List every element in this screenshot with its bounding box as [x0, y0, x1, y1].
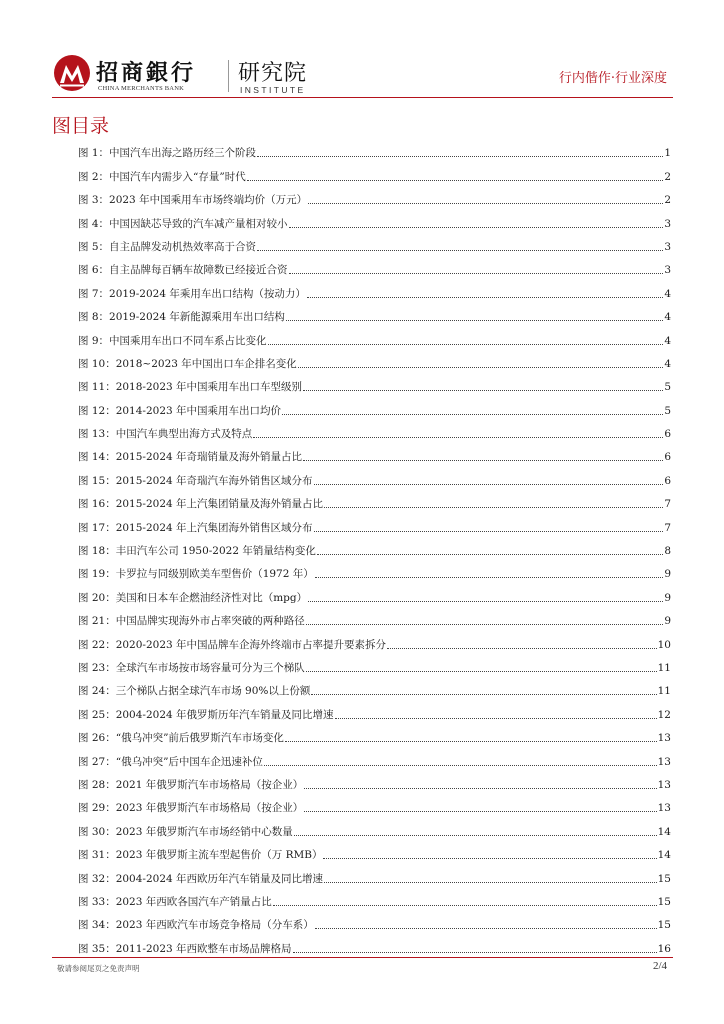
institute-name-en: INSTITUTE [240, 85, 306, 95]
toc-dot-leader [294, 834, 657, 836]
toc-entry-label[interactable]: 图 16：2015-2024 年上汽集团销量及海外销量占比 [78, 498, 324, 511]
toc-entry-page[interactable]: 7 [664, 498, 671, 511]
toc-entry[interactable] [78, 394, 671, 417]
toc-entry-label[interactable]: 图 25：2004-2024 年俄罗斯历年汽车销量及同比增速 [78, 708, 334, 721]
toc-entry-label[interactable]: 图 12：2014-2023 年中国乘用车出口均价 [78, 404, 282, 417]
toc-entry[interactable] [78, 441, 671, 464]
toc-entry-label[interactable]: 图 34：2023 年西欧汽车市场竞争格局（分车系） [78, 919, 314, 932]
toc-entry-page[interactable]: 1 [664, 147, 671, 160]
toc-entry-page[interactable]: 10 [657, 638, 671, 651]
toc-entry[interactable] [78, 464, 671, 487]
toc-dot-leader [315, 576, 664, 578]
toc-entry-label[interactable]: 图 8：2019-2024 年新能源乘用车出口结构 [78, 311, 285, 324]
toc-entry[interactable] [78, 418, 671, 441]
toc-entry[interactable] [78, 511, 671, 534]
toc-entry-page[interactable]: 13 [657, 802, 671, 815]
toc-entry-page[interactable]: 15 [657, 919, 671, 932]
toc-dot-leader [307, 296, 663, 298]
bank-name-cn: 招商銀行 [96, 61, 197, 86]
toc-entry-label[interactable]: 图 20：美国和日本车企燃油经济性对比（mpg） [78, 591, 308, 604]
toc-dot-leader [324, 506, 663, 508]
toc-entry-label[interactable]: 图 10：2018~2023 年中国出口车企排名变化 [78, 357, 297, 370]
toc-entry-page[interactable]: 3 [664, 217, 671, 230]
toc-entry-page[interactable]: 9 [664, 568, 671, 581]
toc-entry-page[interactable]: 7 [664, 521, 671, 534]
toc-entry-label[interactable]: 图 26：“俄乌冲突”前后俄罗斯汽车市场变化 [78, 732, 284, 745]
toc-dot-leader [293, 951, 657, 953]
toc-entry-page[interactable]: 11 [657, 661, 671, 674]
toc-entry[interactable] [78, 839, 671, 862]
toc-entry-page[interactable]: 3 [664, 240, 671, 253]
china-merchants-bank-logo-icon [53, 54, 91, 92]
toc-entry[interactable] [78, 862, 671, 885]
toc-dot-leader [247, 179, 664, 181]
toc-entry[interactable] [78, 815, 671, 838]
toc-entry-page[interactable]: 6 [664, 451, 671, 464]
toc-dot-leader [323, 857, 656, 859]
toc-dot-leader [282, 413, 663, 415]
toc-dot-leader [315, 927, 657, 929]
toc-dot-leader [314, 530, 664, 532]
footer-rule [52, 957, 673, 958]
toc-dot-leader [298, 366, 664, 368]
toc-entry-page[interactable]: 11 [657, 685, 671, 698]
toc-entry-page[interactable]: 13 [657, 778, 671, 791]
disclaimer-note: 敬请参阅尾页之免责声明 [57, 964, 140, 973]
toc-entry[interactable] [78, 675, 671, 698]
toc-entry-page[interactable]: 3 [664, 264, 671, 277]
toc-dot-leader [257, 155, 663, 157]
toc-entry-label[interactable]: 图 13：中国汽车典型出海方式及特点 [78, 428, 253, 441]
toc-entry-page[interactable]: 4 [664, 357, 671, 370]
toc-entry-page[interactable]: 16 [657, 942, 671, 955]
toc-entry-page[interactable]: 4 [664, 311, 671, 324]
toc-dot-leader [311, 693, 656, 695]
toc-dot-leader [306, 623, 664, 625]
toc-entry[interactable] [78, 652, 671, 675]
figure-toc-list [78, 137, 671, 956]
toc-entry-label[interactable]: 图 6：自主品牌每百辆车故障数已经接近合资 [78, 264, 288, 277]
toc-entry-page[interactable]: 14 [657, 849, 671, 862]
toc-entry[interactable] [78, 184, 671, 207]
toc-dot-leader [303, 389, 663, 391]
logo-divider [228, 60, 229, 92]
toc-entry[interactable] [78, 348, 671, 371]
toc-entry-page[interactable]: 13 [657, 732, 671, 745]
header-rule [52, 97, 673, 98]
toc-dot-leader [289, 272, 664, 274]
toc-entry-label[interactable]: 图 21：中国品牌实现海外市占率突破的两种路径 [78, 615, 305, 628]
toc-dot-leader [308, 202, 663, 204]
toc-entry-label[interactable]: 图 5：自主品牌发动机热效率高于合资 [78, 240, 257, 253]
toc-entry-label[interactable]: 图 23：全球汽车市场按市场容量可分为三个梯队 [78, 661, 305, 674]
toc-entry-page[interactable]: 8 [664, 545, 671, 558]
toc-entry-label[interactable]: 图 3：2023 年中国乘用车市场终端均价（万元） [78, 194, 308, 207]
toc-entry-page[interactable]: 5 [664, 381, 671, 394]
toc-entry[interactable] [78, 745, 671, 768]
toc-dot-leader [285, 740, 657, 742]
report-type-tag: 行内偕作·行业深度 [558, 71, 667, 86]
toc-entry-label[interactable]: 图 31：2023 年俄罗斯主流车型起售价（万 RMB） [78, 849, 323, 862]
toc-entry-label[interactable]: 图 11：2018-2023 年中国乘用车出口车型级别 [78, 381, 303, 394]
toc-dot-leader [289, 226, 664, 228]
toc-entry-page[interactable]: 15 [657, 872, 671, 885]
toc-entry-label[interactable]: 图 35：2011-2023 年西欧整车市场品牌格局 [78, 942, 292, 955]
toc-dot-leader [257, 249, 663, 251]
toc-entry-page[interactable]: 5 [664, 404, 671, 417]
toc-entry[interactable] [78, 932, 671, 955]
toc-entry-label[interactable]: 图 4：中国因缺芯导致的汽车减产量相对较小 [78, 217, 288, 230]
toc-dot-leader [253, 436, 663, 438]
toc-entry-label[interactable]: 图 19：卡罗拉与同级别欧美车型售价（1972 年） [78, 568, 314, 581]
toc-entry[interactable] [78, 488, 671, 511]
toc-entry-label[interactable]: 图 17：2015-2024 年上汽集团海外销售区域分布 [78, 521, 313, 534]
toc-entry-page[interactable]: 9 [664, 591, 671, 604]
institute-name-cn: 研究院 [238, 61, 308, 86]
toc-entry[interactable] [78, 792, 671, 815]
toc-entry-page[interactable]: 15 [657, 895, 671, 908]
toc-dot-leader [314, 483, 664, 485]
toc-entry[interactable] [78, 207, 671, 230]
toc-entry-label[interactable]: 图 15：2015-2024 年奇瑞汽车海外销售区域分布 [78, 474, 313, 487]
toc-dot-leader [303, 459, 663, 461]
toc-entry[interactable] [78, 722, 671, 745]
toc-dot-leader [264, 764, 657, 766]
toc-entry[interactable] [78, 231, 671, 254]
toc-dot-leader [317, 553, 663, 555]
toc-dot-leader [268, 343, 664, 345]
toc-entry-label[interactable]: 图 14：2015-2024 年奇瑞销量及海外销量占比 [78, 451, 303, 464]
toc-entry-label[interactable]: 图 9：中国乘用车出口不同车系占比变化 [78, 334, 267, 347]
toc-entry-page[interactable]: 2 [664, 170, 671, 183]
toc-entry-label[interactable]: 图 32：2004-2024 年西欧历年汽车销量及同比增速 [78, 872, 324, 885]
toc-entry-page[interactable]: 9 [664, 615, 671, 628]
toc-dot-leader [306, 670, 657, 672]
toc-entry-page[interactable]: 6 [664, 474, 671, 487]
toc-entry[interactable] [78, 137, 671, 160]
toc-entry-label[interactable]: 图 18：丰田汽车公司 1950-2022 年销量结构变化 [78, 545, 316, 558]
page-number: 2/4 [652, 960, 667, 972]
toc-entry-label[interactable]: 图 28：2021 年俄罗斯汽车市场格局（按企业） [78, 778, 304, 791]
toc-entry-label[interactable]: 图 24：三个梯队占据全球汽车市场 90%以上份额 [78, 685, 311, 698]
toc-dot-leader [335, 717, 657, 719]
toc-dot-leader [286, 319, 663, 321]
toc-entry-page[interactable]: 4 [664, 287, 671, 300]
toc-entry[interactable] [78, 254, 671, 277]
toc-entry-page[interactable]: 6 [664, 428, 671, 441]
toc-dot-leader [273, 904, 657, 906]
toc-entry-page[interactable]: 4 [664, 334, 671, 347]
toc-entry-label[interactable]: 图 7：2019-2024 年乘用车出口结构（按动力） [78, 287, 306, 300]
toc-dot-leader [387, 647, 657, 649]
toc-title: 图目录 [52, 115, 110, 137]
toc-entry[interactable] [78, 324, 671, 347]
toc-entry[interactable] [78, 160, 671, 183]
page-header [0, 0, 724, 100]
toc-entry[interactable] [78, 605, 671, 628]
toc-entry-label[interactable]: 图 1：中国汽车出海之路历经三个阶段 [78, 147, 257, 160]
toc-entry[interactable] [78, 909, 671, 932]
toc-entry[interactable] [78, 886, 671, 909]
toc-entry[interactable] [78, 371, 671, 394]
toc-entry[interactable] [78, 628, 671, 651]
toc-dot-leader [324, 881, 657, 883]
toc-entry-page[interactable]: 14 [657, 825, 671, 838]
toc-entry-page[interactable]: 13 [657, 755, 671, 768]
toc-entry[interactable] [78, 769, 671, 792]
toc-entry[interactable] [78, 277, 671, 300]
toc-entry-label[interactable]: 图 27：“俄乌冲突”后中国车企迅速补位 [78, 755, 263, 768]
toc-dot-leader [304, 810, 656, 812]
toc-entry[interactable] [78, 581, 671, 604]
toc-entry[interactable] [78, 698, 671, 721]
toc-entry-page[interactable]: 12 [657, 708, 671, 721]
toc-entry[interactable] [78, 535, 671, 558]
toc-entry[interactable] [78, 301, 671, 324]
toc-entry-label[interactable]: 图 33：2023 年西欧各国汽车产销量占比 [78, 895, 272, 908]
toc-entry-page[interactable]: 2 [664, 194, 671, 207]
toc-dot-leader [304, 787, 656, 789]
toc-entry-label[interactable]: 图 22：2020-2023 年中国品牌车企海外终端市占率提升要素拆分 [78, 638, 387, 651]
toc-entry[interactable] [78, 558, 671, 581]
toc-entry-label[interactable]: 图 2：中国汽车内需步入“存量”时代 [78, 170, 246, 183]
toc-dot-leader [308, 600, 663, 602]
toc-entry-label[interactable]: 图 30：2023 年俄罗斯汽车市场经销中心数量 [78, 825, 293, 838]
toc-entry-label[interactable]: 图 29：2023 年俄罗斯汽车市场格局（按企业） [78, 802, 304, 815]
bank-name-en: CHINA MERCHANTS BANK [98, 85, 184, 92]
